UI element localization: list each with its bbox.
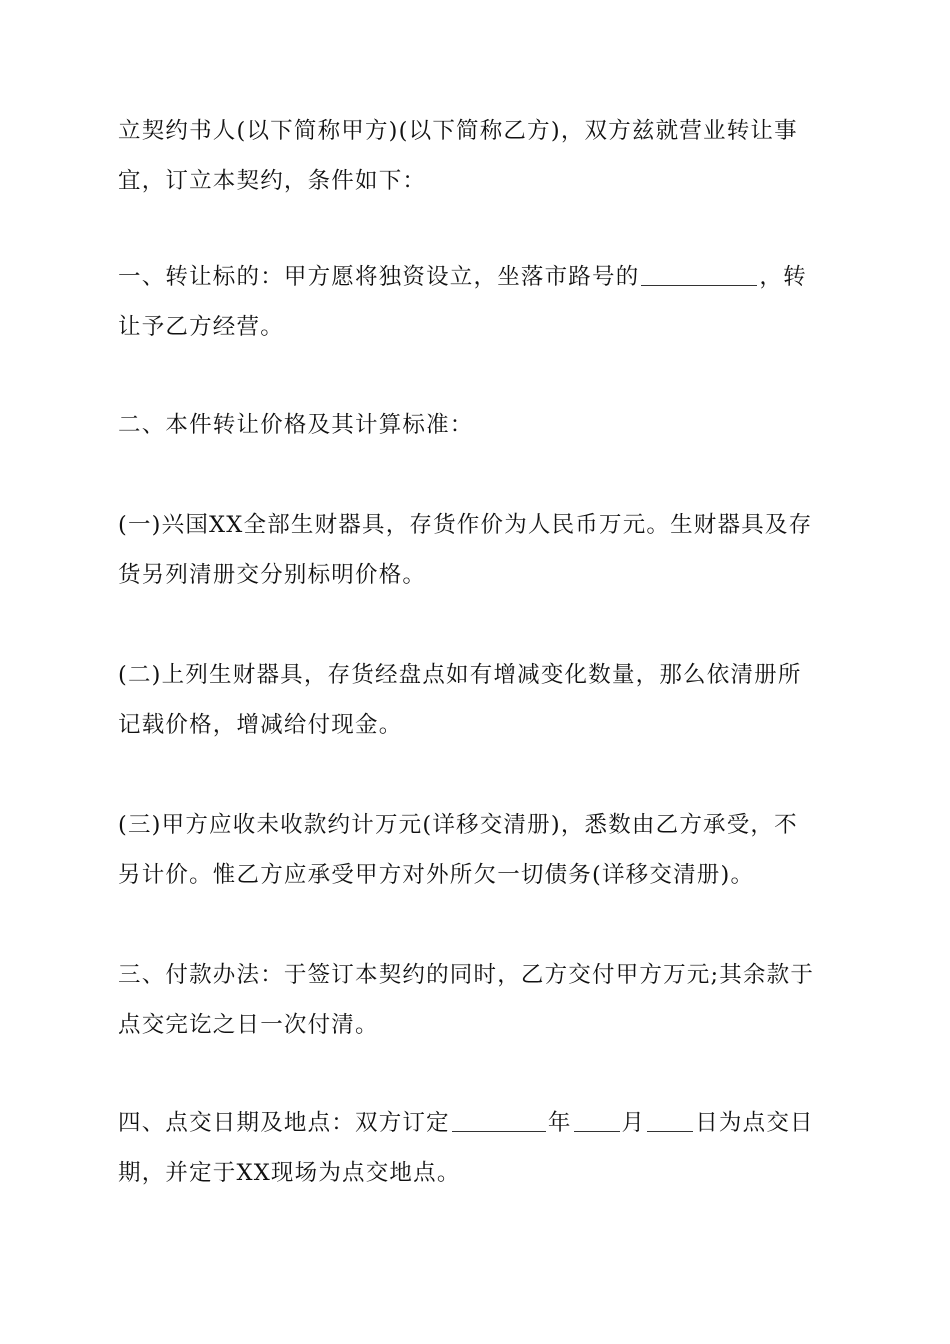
text-line: 三、付款办法：于签订本契约的同时，乙方交付甲方万元;其余款于 bbox=[118, 962, 815, 988]
paragraph-price-item-2 bbox=[118, 650, 834, 750]
text-segment: 日为点交日 bbox=[695, 1110, 814, 1136]
text-line: 点交完讫之日一次付清。 bbox=[118, 1012, 379, 1038]
paragraph-payment bbox=[118, 950, 834, 1050]
paragraph-price-standard bbox=[118, 400, 834, 450]
paragraph-intro bbox=[118, 106, 834, 206]
text-line: 记载价格，增减给付现金。 bbox=[118, 712, 403, 738]
blank-underline-day bbox=[647, 1109, 693, 1132]
text-line bbox=[118, 1098, 834, 1148]
text-line: 货另列清册交分别标明价格。 bbox=[118, 562, 427, 588]
blank-underline bbox=[641, 263, 757, 286]
text-line: 另计价。惟乙方应承受甲方对外所欠一切债务(详移交清册)。 bbox=[118, 862, 755, 888]
blank-underline-year bbox=[452, 1109, 546, 1132]
text-line: 让予乙方经营。 bbox=[118, 314, 284, 340]
text-line: 立契约书人(以下简称甲方)(以下简称乙方)，双方兹就营业转让事 bbox=[118, 118, 798, 144]
blank-underline-month bbox=[574, 1109, 620, 1132]
text-segment: 一、转让标的：甲方愿将独资设立，坐落市路号的 bbox=[118, 264, 640, 290]
text-segment: 四、点交日期及地点：双方订定 bbox=[118, 1110, 450, 1136]
text-line: (二)上列生财器具，存货经盘点如有增减变化数量，那么依清册所 bbox=[118, 662, 802, 688]
text-line: 期，并定于XX现场为点交地点。 bbox=[118, 1160, 461, 1186]
text-segment: 月 bbox=[621, 1110, 646, 1136]
text-line bbox=[118, 252, 834, 302]
text-segment: ，转 bbox=[759, 264, 807, 290]
text-line: (三)甲方应收未收款约计万元(详移交清册)，悉数由乙方承受，不 bbox=[118, 812, 798, 838]
text-line: 二、本件转让价格及其计算标准： bbox=[118, 412, 474, 438]
text-segment: 年 bbox=[547, 1110, 572, 1136]
text-line: (一)兴国XX全部生财器具，存货作价为人民币万元。生财器具及存 bbox=[118, 512, 813, 538]
text-line: 宜，订立本契约，条件如下： bbox=[118, 168, 427, 194]
paragraph-price-item-3 bbox=[118, 800, 834, 900]
paragraph-transfer-subject bbox=[118, 252, 834, 352]
paragraph-price-item-1 bbox=[118, 500, 834, 600]
paragraph-handover-date bbox=[118, 1098, 834, 1198]
